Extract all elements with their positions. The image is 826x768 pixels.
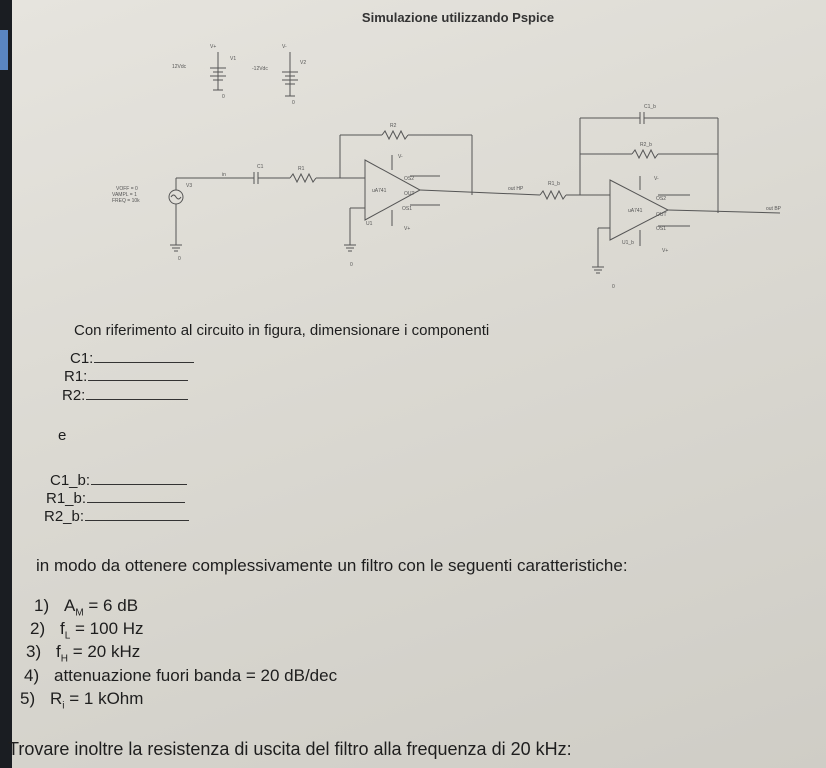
field-c1b xyxy=(50,472,187,489)
field-r2 xyxy=(62,387,188,404)
spec-subscript: L xyxy=(64,630,71,642)
spec-number: 1) xyxy=(34,596,50,615)
intro-text: Con riferimento al circuito in figura, dimensionare i componenti xyxy=(74,322,490,339)
field-r2b-blank xyxy=(85,520,189,521)
net-out-bp: out BP xyxy=(766,206,782,212)
u1b-vplus: V+ xyxy=(662,248,669,254)
field-c1b-label: C1_b: xyxy=(50,472,91,489)
spec-item xyxy=(26,642,140,664)
source-ground: 0 xyxy=(178,256,181,262)
label-c1b: C1_b xyxy=(644,104,656,110)
source-param-voff: VOFF = 0 xyxy=(116,186,138,192)
spec-symbol: attenuazione fuori banda xyxy=(54,666,242,685)
spec-symbol: R xyxy=(50,689,63,708)
v1-name: V1 xyxy=(230,56,237,62)
wire-label-in: in xyxy=(222,172,226,178)
u1-ground: 0 xyxy=(350,262,353,268)
label-r2: R2 xyxy=(390,123,397,129)
field-r2-label: R2: xyxy=(62,387,86,404)
field-r1-label: R1: xyxy=(64,368,88,385)
field-c1-blank xyxy=(94,362,194,363)
spec-item xyxy=(34,596,138,618)
field-c1 xyxy=(70,350,194,367)
v1-value: 12Vdc xyxy=(172,64,187,70)
field-r1b-label: R1_b: xyxy=(46,490,87,507)
v1-node: V+ xyxy=(210,44,217,50)
source-name: V3 xyxy=(186,183,193,189)
u1-os1: OS1 xyxy=(402,206,413,212)
spec-subscript: M xyxy=(75,607,84,619)
spec-symbol: f xyxy=(60,619,65,638)
u1-vminus: V- xyxy=(398,154,403,160)
spec-item xyxy=(20,689,143,711)
spec-value: = 6 dB xyxy=(83,596,139,615)
label-u1: U1 xyxy=(366,221,373,227)
spec-number: 5) xyxy=(20,689,36,708)
spec-number: 3) xyxy=(26,642,42,661)
v2-node: V- xyxy=(282,44,287,50)
v1-ground: 0 xyxy=(222,94,225,100)
field-c1-label: C1: xyxy=(70,350,94,367)
field-r2b-label: R2_b: xyxy=(44,508,85,525)
page-title: Simulazione utilizzando Pspice xyxy=(361,10,555,25)
spec-value: = 20 dB/dec xyxy=(241,666,338,685)
label-r2b: R2_b xyxy=(640,142,652,148)
u1-out: OUT xyxy=(404,191,415,197)
field-r1-blank xyxy=(88,380,188,381)
label-r1: R1 xyxy=(298,166,305,172)
source-param-vampl: VAMPL = 1 xyxy=(112,192,137,198)
circuit-schematic xyxy=(0,30,826,300)
field-c1b-blank xyxy=(91,484,187,485)
spec-value: = 20 kHz xyxy=(67,642,141,661)
u1b-out: OUT xyxy=(656,212,667,218)
spec-subscript: H xyxy=(60,653,68,665)
spec-item xyxy=(24,666,337,688)
label-opamp1: uA741 xyxy=(372,188,387,194)
field-r1b xyxy=(46,490,185,507)
field-r1 xyxy=(64,368,188,385)
u1b-vminus: V- xyxy=(654,176,659,182)
u1-vplus: V+ xyxy=(404,226,411,232)
field-r2b xyxy=(44,508,189,525)
spec-symbol: f xyxy=(56,642,61,661)
field-r1b-blank xyxy=(87,502,185,503)
label-u1b: U1_b xyxy=(622,240,634,246)
u1b-os2: OS2 xyxy=(656,196,667,202)
label-r1b: R1_b xyxy=(548,181,560,187)
spec-value: = 1 kOhm xyxy=(64,689,144,708)
conjunction-text: e xyxy=(58,427,67,444)
spec-number: 2) xyxy=(30,619,46,638)
field-r2-blank xyxy=(86,399,188,400)
label-opamp2: uA741 xyxy=(628,208,643,214)
source-param-freq: FREQ = 10k xyxy=(112,198,140,204)
spec-item xyxy=(30,619,144,641)
u1-os2: OS2 xyxy=(404,176,415,182)
spec-subscript: i xyxy=(62,700,65,712)
spec-symbol: A xyxy=(64,596,76,615)
v2-ground: 0 xyxy=(292,100,295,106)
net-out-hp: out HP xyxy=(508,186,524,192)
u1b-os1: OS1 xyxy=(656,226,667,232)
u1b-ground: 0 xyxy=(612,284,615,290)
spec-value: = 100 Hz xyxy=(70,619,144,638)
v2-value: -12Vdc xyxy=(252,66,268,72)
question-output-resistance: Trovare inoltre la resistenza di uscita del filtro alla frequenza di 20 kHz: xyxy=(8,739,572,759)
spec-number: 4) xyxy=(24,666,40,685)
v2-name: V2 xyxy=(300,60,307,66)
label-c1: C1 xyxy=(257,164,264,170)
requirements-intro: in modo da ottenere complessivamente un filtro con le seguenti caratteristiche: xyxy=(36,556,628,575)
